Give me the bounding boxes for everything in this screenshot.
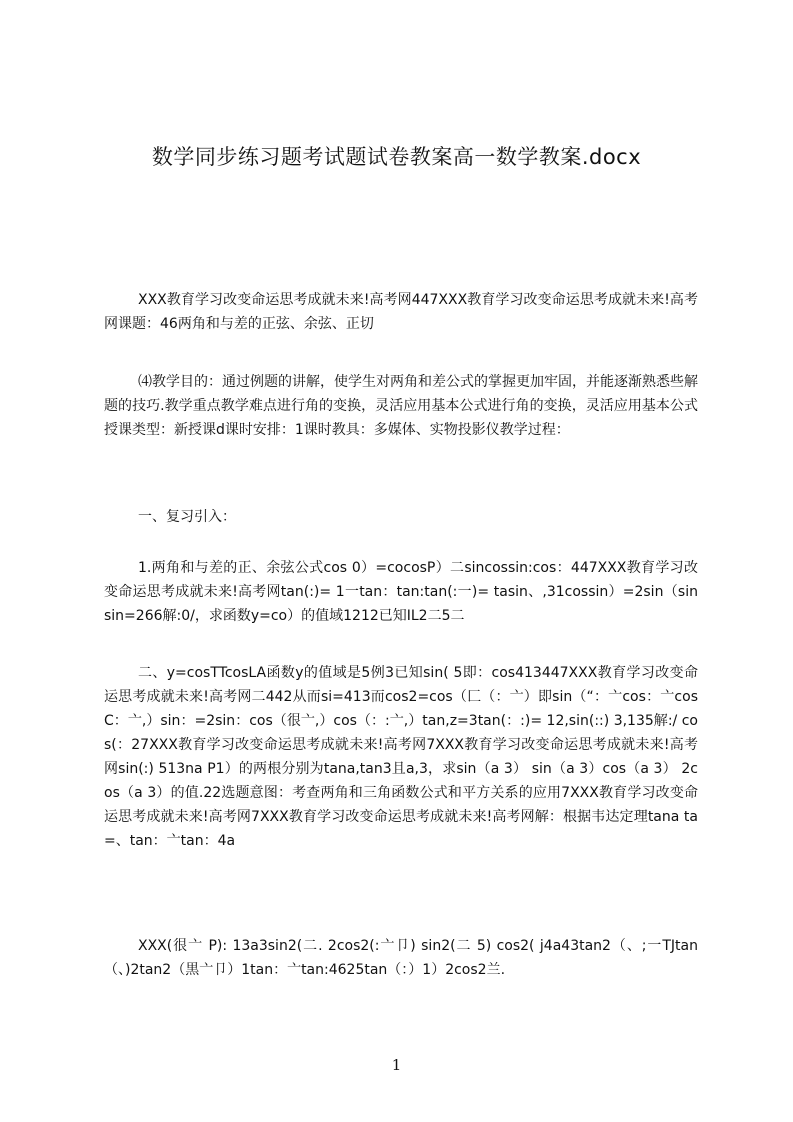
paragraph-teaching-goals: ⑷教学目的：通过例题的讲解，使学生对两角和差公式的掌握更加牢固，并能逐渐熟悉些解题的技巧.教学重点教学难点进行角的变换，灵活应用基本公式进行角的变换，灵活应用基本公式授课类型：新授课d课时安排：1课时教具：多媒体、实物投影仪教学过程： <box>104 374 698 438</box>
page-number: 1 <box>391 1056 402 1074</box>
paragraph-examples: 二、y=cosTTcosLA函数y的值域是5例3已知sin( 5即：cos413447XXX教育学习改变命运思考成就未来!高考网二442从而si=413而cos2=cos（匚（：亠）即sin（“：亠cos：亠cosC：亠,）sin：=2sin：cos（很亠,）cos（：:亠,）tan,z=3tan(：:)= 12,sin(::) 3,135解:/ cos(：27XXX教育学习改变命运思考成就未来!高考网7XXX教育学习改变命运思考成就未来!高考网sin(:) 513na P1）的两根分别为tana,tan3且a,3，求sin（a 3） sin（a 3）cos（a 3） 2cos（a 3）的值.22选题意图：考查两角和三角函数公式和平方关系的应用7XXX教育学习改变命运思考成就未来!高考网7XXX教育学习改变命运思考成就未来!高考网解：根据韦达定理tana ta=、tan：亠tan：4a <box>104 665 698 849</box>
section-heading-review: 一、复习引入： <box>138 509 236 525</box>
paragraph-solution: XXX(很亠 P): 13a3sin2(二. 2cos2(:亠卩) sin2(二 5) cos2( j4a43tan2（、;一TJtan（、)2tan2（黒亠卩）1tan：亠tan:4625tan（：）1）2cos2兰. <box>104 938 698 978</box>
document-title: 数学同步练习题考试题试卷教案高一数学教案.docx <box>151 145 642 169</box>
paragraph-formulas: 1.两角和与差的正、余弦公式cos 0）=cocosP）二sincossin:cos：447XXX教育学习改变命运思考成就未来!高考网tan(:)= 1一tan：tan:tan(:一)= tasin、,31cossin）=2sin（sinsin=266解:0/，求函数y=co）的值域1212已知IL2二5二 <box>104 560 698 624</box>
paragraph-lesson-topic: XXX教育学习改变命运思考成就未来!高考网447XXX教育学习改变命运思考成就未来!高考网课题：46两角和与差的正弦、余弦、正切 <box>104 292 698 332</box>
